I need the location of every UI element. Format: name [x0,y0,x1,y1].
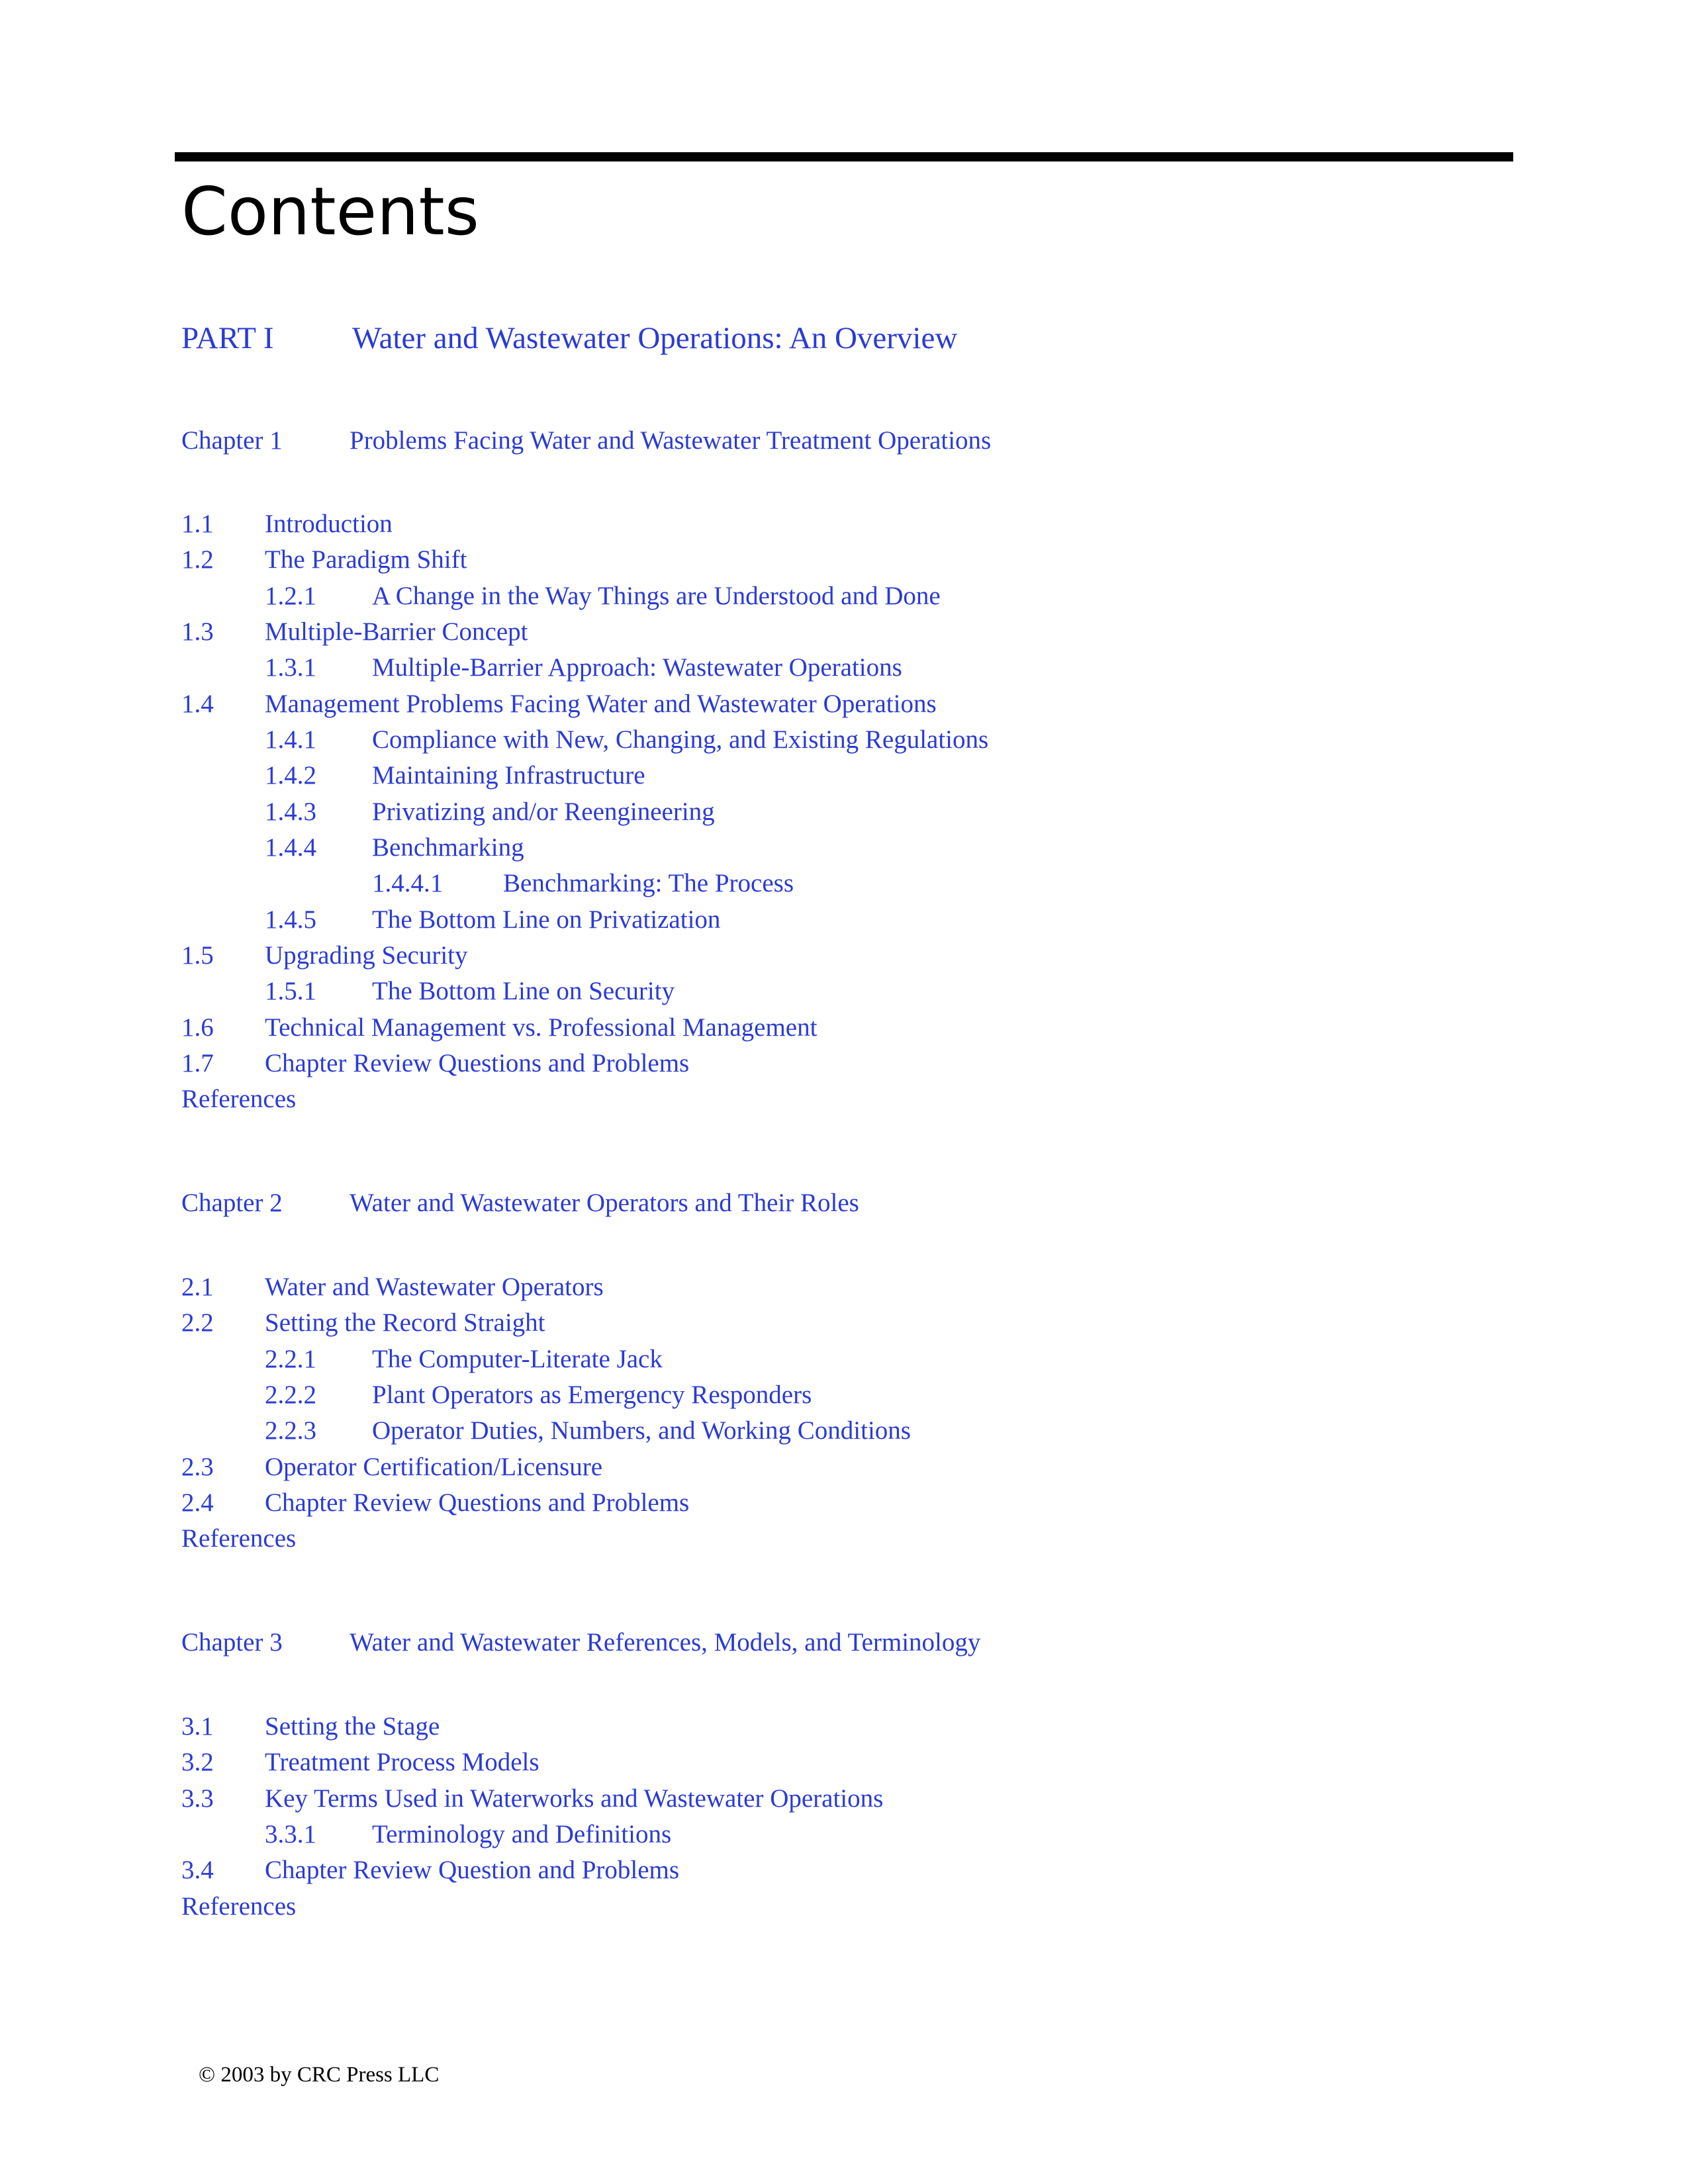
toc-number: 1.2.1 [265,581,316,610]
chapter-title: Water and Wastewater References, Models, and Terminology [350,1628,981,1657]
toc-number: 1.4.1 [265,725,316,754]
toc-title: The Bottom Line on Security [372,977,675,1006]
toc-number: 2.2 [181,1308,214,1338]
toc-title: Upgrading Security [265,940,468,970]
toc-title: Chapter Review Questions and Problems [265,1488,690,1517]
toc-number: 1.4.2 [265,761,316,790]
top-rule [175,152,1513,161]
toc-title: A Change in the Way Things are Understood and Done [372,581,941,610]
toc-title: Chapter Review Question and Problems [265,1856,680,1885]
toc-title: Operator Certification/Licensure [265,1452,603,1481]
toc-title: Setting the Stage [265,1712,440,1741]
toc-title: Benchmarking [372,833,524,862]
toc-number: 3.3 [181,1784,214,1813]
toc-number: 1.5 [181,940,214,970]
part-label: PART I [181,321,274,355]
toc-number: 1.2 [181,545,214,574]
toc-title: Maintaining Infrastructure [372,761,645,790]
toc-title: Treatment Process Models [265,1748,539,1777]
toc-title: Water and Wastewater Operators [265,1273,604,1301]
toc-title: Multiple-Barrier Approach: Wastewater Operations [372,653,902,682]
toc-title: Management Problems Facing Water and Wastewater Operations [265,689,937,718]
toc-title: The Paradigm Shift [265,545,467,574]
toc-number: 1.3 [181,617,214,646]
toc-title: References [181,1524,297,1553]
toc-title: Plant Operators as Emergency Responders [372,1380,812,1409]
toc-number: 1.4.4 [265,833,316,862]
toc-number: 2.4 [181,1488,214,1517]
toc-title: References [181,1085,297,1114]
toc-number: 1.4.3 [265,797,316,826]
toc-title: Operator Duties, Numbers, and Working Conditions [372,1416,911,1445]
toc-number: 1.5.1 [265,977,316,1006]
toc-number: 3.4 [181,1856,214,1885]
toc-title: Terminology and Definitions [372,1819,672,1848]
toc-number: 1.3.1 [265,653,316,682]
toc-title: Key Terms Used in Waterworks and Wastewater Operations [265,1784,884,1813]
part-title: Water and Wastewater Operations: An Overview [352,321,958,355]
toc-number: 1.4.5 [265,905,316,934]
toc-number: 1.1 [181,510,214,538]
toc-number: 1.6 [181,1013,214,1042]
toc-title: Technical Management vs. Professional Management [265,1013,818,1042]
toc-title: The Computer-Literate Jack [372,1344,663,1373]
toc-title: Multiple-Barrier Concept [265,617,528,646]
toc-title: Chapter Review Questions and Problems [265,1048,690,1077]
page-title: Contents [181,173,479,250]
toc-title: The Bottom Line on Privatization [372,905,721,934]
chapter-label: Chapter 3 [181,1628,283,1657]
toc-title: Privatizing and/or Reengineering [372,797,715,826]
toc-number: 2.1 [181,1273,214,1301]
toc-number: 2.3 [181,1452,214,1481]
toc-number: 3.3.1 [265,1819,316,1848]
toc-number: 1.4.4.1 [372,869,444,898]
chapter-label: Chapter 2 [181,1189,283,1217]
toc-number: 3.1 [181,1712,214,1741]
toc-number: 2.2.1 [265,1344,316,1373]
toc-title: References [181,1891,297,1921]
chapter-title: Problems Facing Water and Wastewater Treatment Operations [350,426,992,455]
chapter-label: Chapter 1 [181,426,283,455]
toc-title: Setting the Record Straight [265,1308,545,1338]
toc-title: Introduction [265,510,393,538]
copyright-footer: © 2003 by CRC Press LLC [199,2063,440,2087]
toc-number: 3.2 [181,1748,214,1777]
toc-title: Benchmarking: The Process [503,869,794,898]
toc-number: 2.2.3 [265,1416,316,1445]
chapter-title: Water and Wastewater Operators and Their Roles [350,1189,859,1217]
toc-number: 2.2.2 [265,1380,316,1409]
toc-number: 1.4 [181,689,214,718]
toc-number: 1.7 [181,1048,214,1077]
toc-title: Compliance with New, Changing, and Existing Regulations [372,725,989,754]
